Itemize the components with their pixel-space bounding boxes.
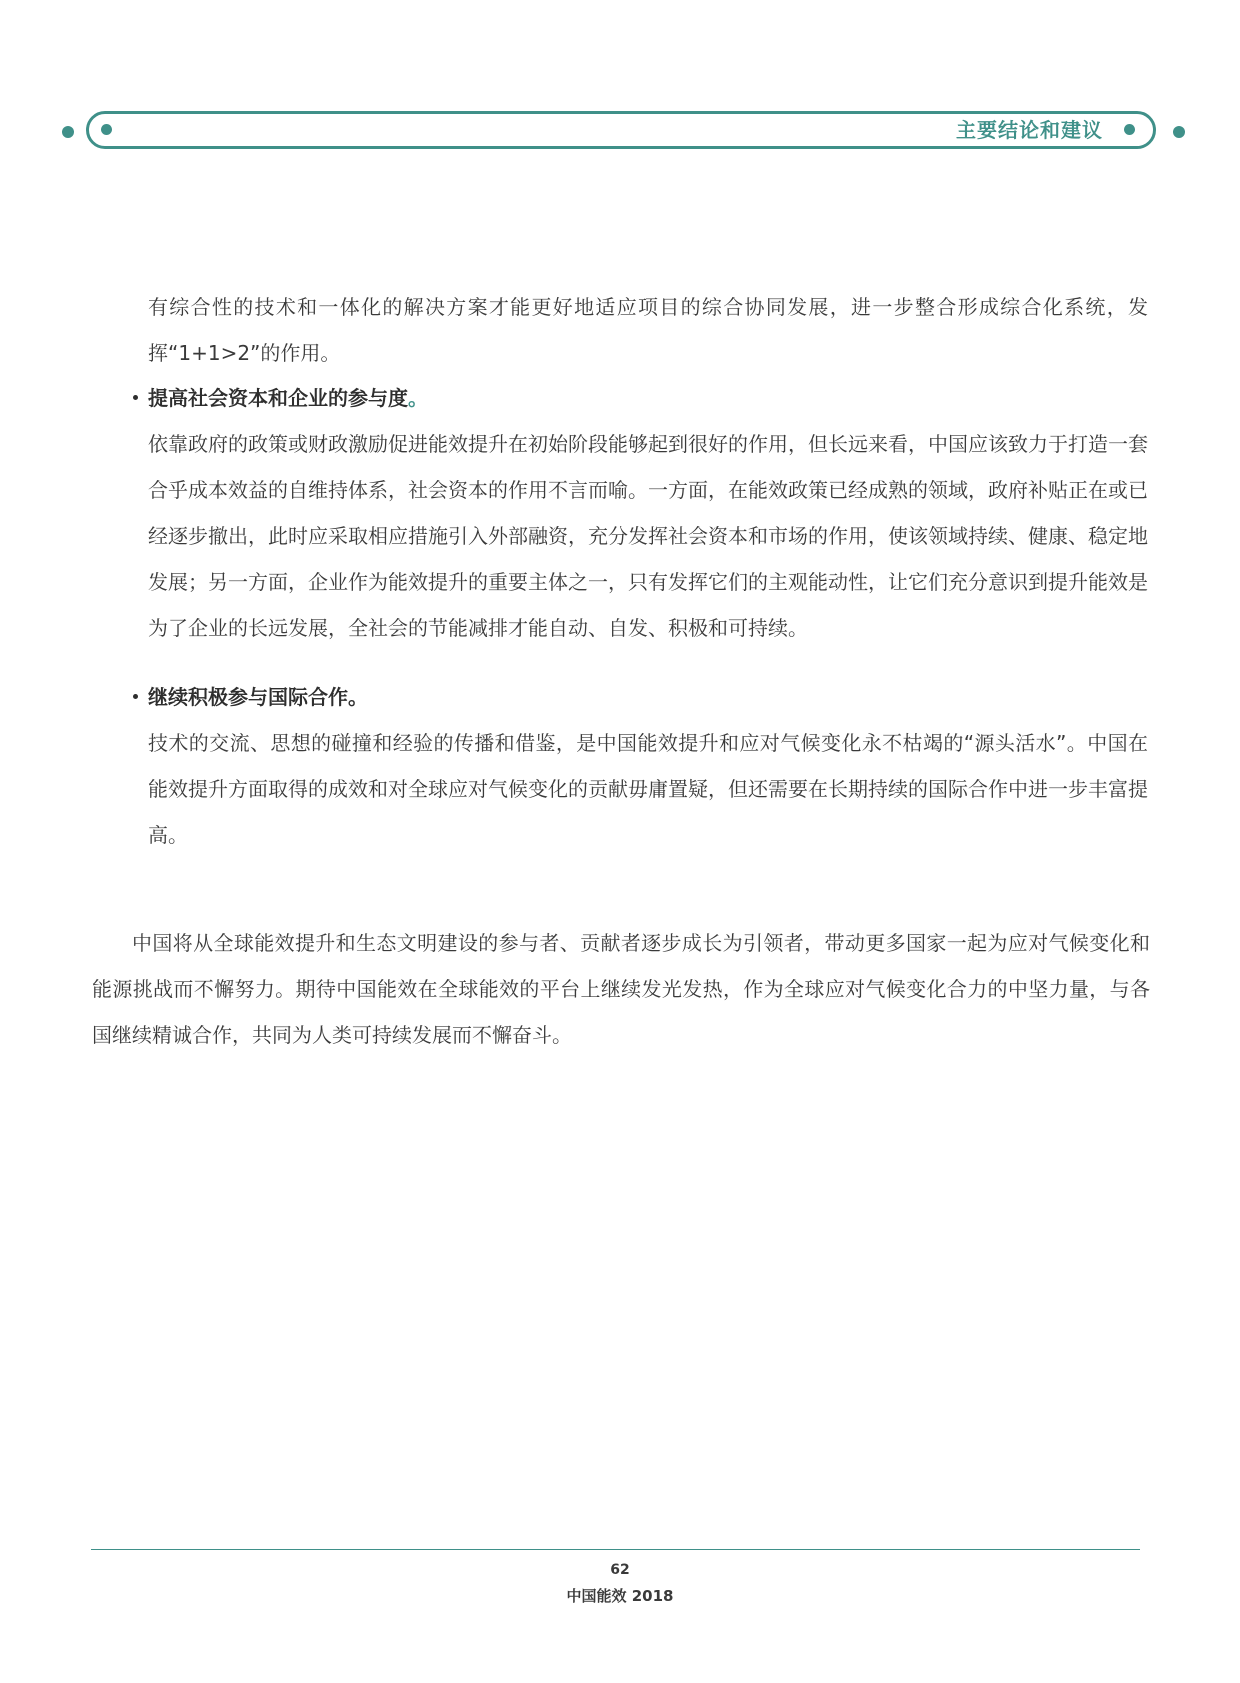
bullet-paragraph-intl-cooperation: 技术的交流、思想的碰撞和经验的传播和借鉴，是中国能效提升和应对气候变化永不枯竭的“源头活水”。中国在能效提升方面取得的成效和对全球应对气候变化的贡献毋庸置疑，但还需要在长期持续的国际合作中进一步丰富提高。 xyxy=(148,731,1148,847)
bullet-heading-social-capital xyxy=(133,375,428,421)
header-right-inner-dot xyxy=(1124,124,1135,135)
header-right-outer-dot xyxy=(1173,126,1185,138)
page-number: 62 xyxy=(610,1562,630,1578)
bullet-dot-icon xyxy=(133,694,138,699)
footer-divider xyxy=(91,1549,1140,1550)
bullet-dot-icon xyxy=(133,395,138,400)
publication-name: 中国能效 2018 xyxy=(566,1587,674,1605)
continued-paragraph: 有综合性的技术和一体化的解决方案才能更好地适应项目的综合协同发展，进一步整合形成综合化系统，发挥“1+1>2”的作用。 xyxy=(148,295,1148,365)
bullet-title-period: 。 xyxy=(408,386,428,410)
closing-paragraph: 中国将从全球能效提升和生态文明建设的参与者、贡献者逐步成长为引领者，带动更多国家一起为应对气候变化和能源挑战而不懈努力。期待中国能效在全球能效的平台上继续发光发热，作为全球应对气候变化合力的中坚力量，与各国继续精诚合作，共同为人类可持续发展而不懈奋斗。 xyxy=(92,931,1150,1047)
section-title: 主要结论和建议 xyxy=(956,118,1103,142)
bullet-title: 继续积极参与国际合作。 xyxy=(148,685,368,709)
header-left-outer-dot xyxy=(62,126,74,138)
header-left-inner-dot xyxy=(101,124,112,135)
bullet-paragraph-social-capital: 依靠政府的政策或财政激励促进能效提升在初始阶段能够起到很好的作用，但长远来看，中国应该致力于打造一套合乎成本效益的自维持体系，社会资本的作用不言而喻。一方面，在能效政策已经成熟的领域，政府补贴正在或已经逐步撤出，此时应采取相应措施引入外部融资，充分发挥社会资本和市场的作用，使该领域持续、健康、稳定地发展；另一方面，企业作为能效提升的重要主体之一，只有发挥它们的主观能动性，让它们充分意识到提升能效是为了企业的长远发展，全社会的节能减排才能自动、自发、积极和可持续。 xyxy=(148,432,1148,640)
bullet-title: 提高社会资本和企业的参与度 xyxy=(148,386,408,410)
section-header-bar xyxy=(86,111,1156,149)
bullet-heading-intl-cooperation xyxy=(133,674,368,720)
